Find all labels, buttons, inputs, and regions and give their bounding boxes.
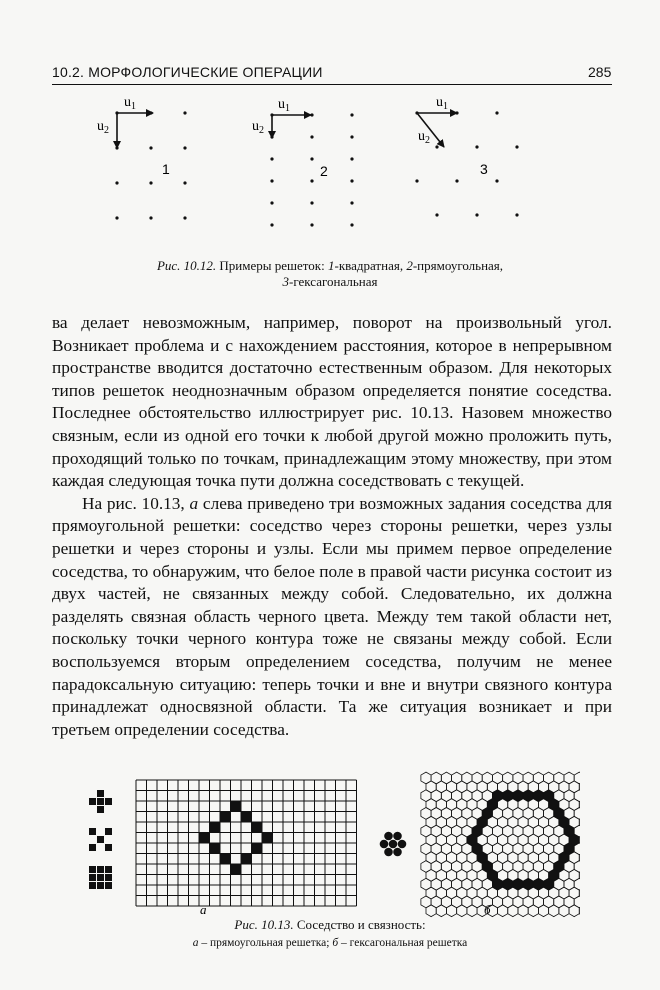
lattice-number-2: 2: [320, 163, 328, 179]
contour-cell: [241, 854, 252, 865]
body-text: [52, 312, 612, 741]
header-rule: [52, 84, 612, 85]
basis-vectors-1: [97, 95, 153, 148]
lattice-dot: [270, 201, 273, 204]
lattice-dot: [515, 145, 518, 148]
hexagonal-lattice: [415, 111, 518, 216]
hex-neighbor-cell: [380, 840, 389, 849]
lattice-dot: [350, 113, 353, 116]
lattice-dot: [475, 145, 478, 148]
hex-cell: [426, 905, 436, 917]
hex-cell: [579, 816, 580, 828]
figure-10-13-caption: Рис. 10.13. Соседство и связность: а – прямоугольная решетка; б – гексагональная решетка: [192, 917, 468, 949]
contour-cell: [252, 843, 263, 854]
neighbor-cell: [105, 866, 112, 873]
neighbor-cell: [105, 874, 112, 881]
neighbor-cell: [89, 844, 96, 851]
lattice-number-3: 3: [480, 161, 488, 177]
rectangular-lattice: [270, 113, 353, 226]
neighbor-cell: [89, 866, 96, 873]
svg-text:u1: $u_1$: [124, 95, 136, 112]
lattice-dot: [475, 213, 478, 216]
figure-connectivity: [80, 768, 580, 918]
label-a: а: [200, 902, 207, 917]
hex-cell: [569, 905, 579, 917]
hex-cell: [446, 905, 456, 917]
contour-cell: [220, 854, 231, 865]
neighbor-cell: [97, 866, 104, 873]
contour-cell: [220, 812, 231, 823]
hex-cell: [538, 905, 548, 917]
hex-cell: [579, 781, 580, 793]
lattice-dot: [183, 146, 186, 149]
hex-neighbor-cell: [393, 832, 402, 841]
hex-cell: [579, 852, 580, 864]
hex-cell: [574, 896, 580, 908]
hex-cell: [579, 887, 580, 899]
lattice-dot: [270, 179, 273, 182]
neighbor-cell: [89, 798, 96, 805]
hex-cell: [579, 799, 580, 811]
lattice-dot: [310, 223, 313, 226]
contour-cell: [210, 822, 221, 833]
neighbor-cell: [105, 844, 112, 851]
hex-cell: [574, 808, 580, 820]
hex-cell: [574, 790, 580, 802]
hexagonal-grid: [421, 772, 580, 917]
lattice-dot: [183, 181, 186, 184]
hex-cell: [436, 905, 446, 917]
lattice-dot: [495, 111, 498, 114]
hex-cell: [457, 905, 467, 917]
contour-cell: [199, 833, 210, 844]
basis-vectors-3: [417, 95, 457, 147]
svg-text:u1: $u_1$: [436, 95, 448, 112]
lattice-dot: [310, 179, 313, 182]
chapter-title: 10.2. МОРФОЛОГИЧЕСКИЕ ОПЕРАЦИИ: [52, 64, 323, 80]
lattice-dot: [149, 146, 152, 149]
lattice-dot: [350, 201, 353, 204]
lattice-dot: [115, 181, 118, 184]
lattice-dot: [435, 145, 438, 148]
hex-neighbor-cell: [384, 848, 393, 857]
lattice-dot: [415, 179, 418, 182]
hex-cell: [508, 905, 518, 917]
svg-text:u2: $u_2$: [252, 119, 264, 136]
hex-cell: [528, 905, 538, 917]
hex-cell: [579, 905, 580, 917]
neighbor-cell: [105, 828, 112, 835]
contour-cell: [231, 864, 242, 875]
contour-cell: [262, 833, 273, 844]
basis-vectors-2: [252, 97, 311, 138]
hex-cell: [579, 834, 580, 846]
lattice-dot: [350, 223, 353, 226]
paragraph-2: На рис. 10.13, а слева приведено три возможных задания соседства для прямоугольной решетки: соседство через стороны решетки, через узлы решетки и через стороны и узлы. Если мы примем первое определение соседства, то обнаружим, что белое поле в правой части рисунка состоит из двух частей, не связанных между собой. Следовательно, их должна разделять связная область черного цвета. Между тем такой области нет, поскольку точки черного контура тоже не связаны между собой. Если воспользуемся вторым определением соседства, получим не менее парадоксальную ситуацию: теперь точки и вне и внутри связного контура принадлежат односвязной области. Та же ситуация возникает и при третьем определении соседства.: [52, 493, 612, 739]
lattice-dot: [270, 157, 273, 160]
svg-text:u1: $u_1$: [278, 97, 290, 114]
hex-cell: [579, 869, 580, 881]
hex-neighbor-cell: [393, 848, 402, 857]
contour-cell: [252, 822, 263, 833]
lattice-dot: [183, 111, 186, 114]
lattice-dot: [149, 181, 152, 184]
neighbor-cell: [105, 882, 112, 889]
neighbor-cell: [97, 836, 104, 843]
lattice-dot: [115, 216, 118, 219]
hex-cell: [574, 772, 580, 784]
paragraph-1: ва делает невозможным, например, поворот на произвольный угол. Возникает проблема и с нахождением расстояния, которое в непрерывном пространстве вводится достаточно естественным образом. Для некоторых типов решеток неоднозначным образом определяется понятие соседства. Последнее обстоятельство иллюстрирует рис. 10.13. Назовем множество связным, если из одной его точки к любой другой можно проложить путь, проходящий только по точкам, принадлежащим этому множеству, при этом каждая следующая точка пути должна соседствовать с текущей.: [52, 313, 612, 491]
neighbor-cell: [97, 790, 104, 797]
svg-text:u2: $u_2$: [97, 119, 109, 136]
neighbor-cell: [97, 882, 104, 889]
lattice-dot: [495, 179, 498, 182]
lattice-dot: [350, 135, 353, 138]
neighbor-cell: [105, 798, 112, 805]
lattice-dot: [183, 216, 186, 219]
lattice-dot: [455, 179, 458, 182]
rect-neighborhoods: [89, 790, 112, 889]
hex-cell: [574, 878, 580, 890]
hex-neighborhood: [380, 832, 407, 857]
hex-neighbor-cell: [384, 832, 393, 841]
hex-cell: [467, 905, 477, 917]
rectangular-grid: [136, 780, 357, 906]
neighbor-cell: [89, 828, 96, 835]
neighbor-cell: [89, 882, 96, 889]
lattice-dot: [310, 157, 313, 160]
svg-text:u2: $u_2$: [418, 129, 430, 146]
lattice-dot: [435, 213, 438, 216]
hex-cell: [549, 905, 559, 917]
contour-cell: [241, 812, 252, 823]
page-number: 285: [588, 64, 612, 80]
neighbor-cell: [89, 874, 96, 881]
lattice-dot: [515, 213, 518, 216]
neighbor-cell: [97, 806, 104, 813]
lattice-dot: [149, 216, 152, 219]
hex-neighbor-cell: [398, 840, 407, 849]
neighbor-cell: [97, 798, 104, 805]
lattice-dot: [350, 179, 353, 182]
hex-neighbor-cell: [389, 840, 398, 849]
lattice-number-1: 1: [162, 161, 170, 177]
hex-cell: [518, 905, 528, 917]
lattice-dot: [350, 157, 353, 160]
label-b: б: [484, 902, 491, 917]
contour-cell: [210, 843, 221, 854]
lattice-dot: [310, 201, 313, 204]
hex-cell: [574, 861, 580, 873]
figure-lattices: [80, 92, 580, 252]
lattice-dot: [270, 223, 273, 226]
lattice-dot: [310, 135, 313, 138]
contour-cell: [231, 801, 242, 812]
hex-cell: [559, 905, 569, 917]
square-lattice: [115, 111, 186, 219]
hex-cell: [498, 905, 508, 917]
neighbor-cell: [97, 874, 104, 881]
figure-10-12-caption: Рис. 10.12. Примеры решеток: 1-квадратная, 2-прямоугольная, 3-гексагональная: [156, 258, 504, 289]
